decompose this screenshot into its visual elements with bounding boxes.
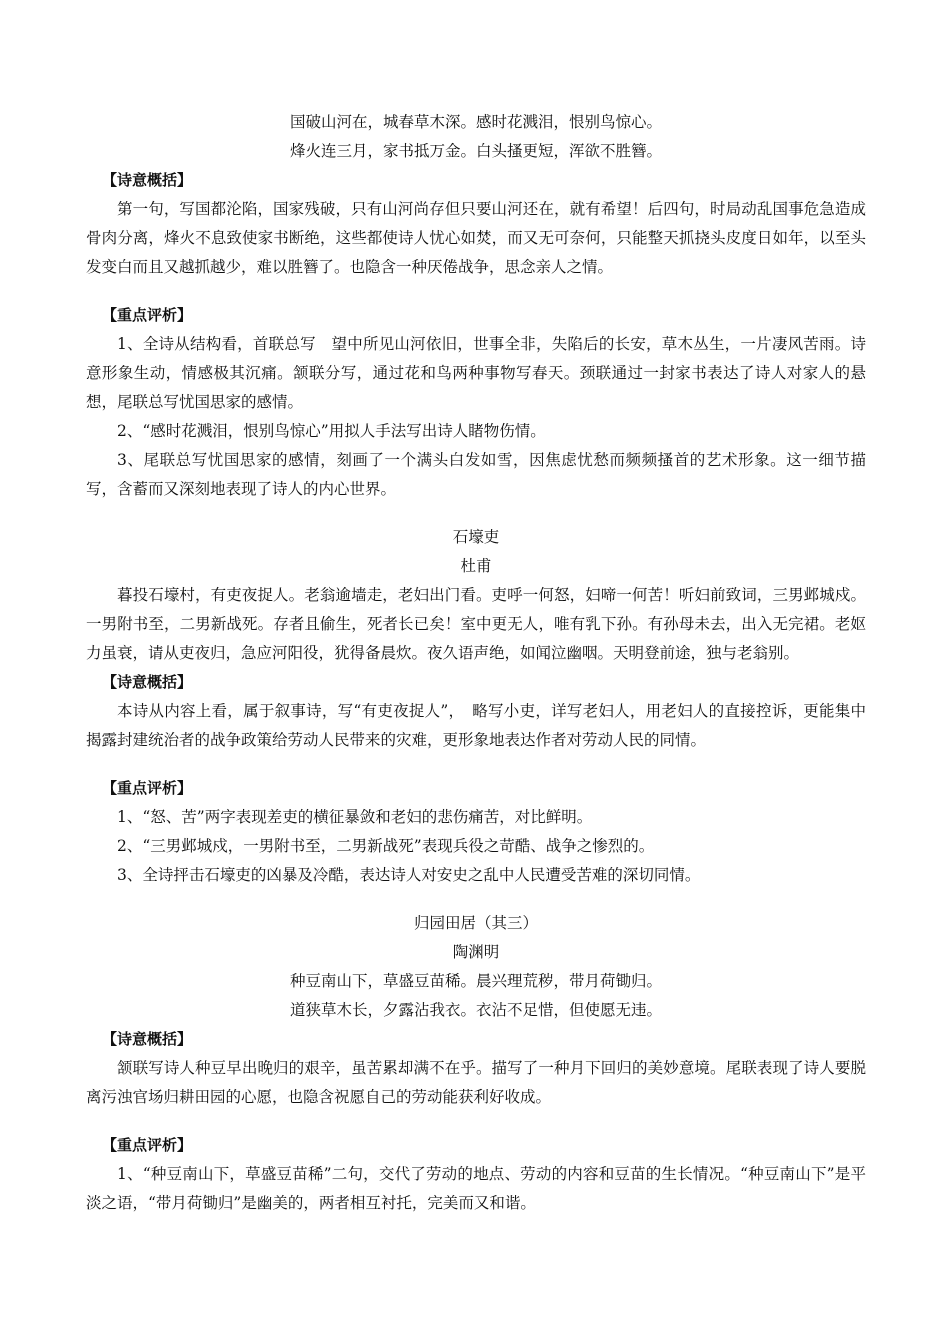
poem3-summary: 颔联写诗人种豆早出晚归的艰辛，虽苦累却满不在乎。描写了一种月下回归的美妙意境。尾联表现了诗人要脱离污浊官场归耕田园的心愿，也隐含祝愿自己的劳动能获利好收成。 — [86, 1059, 866, 1106]
spacer — [86, 282, 866, 301]
poem1-analysis-3: 3、尾联总写忧国思家的感情，刻画了一个满头白发如雪，因焦虑忧愁而频频搔首的艺术形象。这一细节描写，含蓄而又深刻地表现了诗人的内心世界。 — [86, 451, 866, 498]
spacer — [86, 504, 866, 523]
poem3-analysis-heading: 【重点评析】 — [102, 1136, 193, 1154]
poem2-author: 杜甫 — [460, 557, 492, 575]
poem3-line-2: 道狭草木长，夕露沾我衣。衣沾不足惜，但使愿无违。 — [289, 1001, 662, 1019]
poem2-title: 石壕吏 — [452, 528, 500, 546]
poem1-line-1: 国破山河在，城春草木深。感时花溅泪，恨别鸟惊心。 — [289, 113, 662, 131]
poem1-analysis-2: 2、“感时花溅泪，恨别鸟惊心”用拟人手法写出诗人睹物伤情。 — [117, 422, 546, 440]
poem3-summary-heading: 【诗意概括】 — [102, 1030, 193, 1048]
poem2-analysis-3: 3、全诗抨击石壕吏的凶暴及冷酷，表达诗人对安史之乱中人民遭受苦难的深切同情。 — [117, 866, 701, 884]
poem3-analysis-1: 1、“种豆南山下，草盛豆苗稀”二句，交代了劳动的地点、劳动的内容和豆苗的生长情况。“种豆南山下”是平淡之语，“带月荷锄归”是幽美的，两者相互衬托，完美而又和谐。 — [86, 1165, 866, 1212]
document-content — [86, 108, 866, 1218]
poem2-analysis-1: 1、“怒、苦”两字表现差吏的横征暴敛和老妇的悲伤痛苦，对比鲜明。 — [117, 808, 593, 826]
poem2-summary: 本诗从内容上看，属于叙事诗，写“有吏夜捉人”， 略写小吏，详写老妇人，用老妇人的直接控诉，更能集中揭露封建统治者的战争政策给劳动人民带来的灾难，更形象地表达作者对劳动人民的同情。 — [86, 702, 866, 749]
poem2-text: 暮投石壕村，有吏夜捉人。老翁逾墙走，老妇出门看。吏呼一何怒，妇啼一何苦！听妇前致词，三男邺城戍。一男附书至，二男新战死。存者且偷生，死者长已矣！室中更无人，唯有乳下孙。有孙母未去，出入无完裙。老妪力虽衰，请从吏夜归，急应河阳役，犹得备晨炊。夜久语声绝，如闻泣幽咽。天明登前途，独与老翁别。 — [86, 586, 866, 662]
poem1-summary-heading: 【诗意概括】 — [102, 171, 193, 189]
spacer — [86, 1112, 866, 1131]
poem1-summary: 第一句，写国都沦陷，国家残破，只有山河尚存但只要山河还在，就有希望！后四句，时局动乱国事危急造成骨肉分离，烽火不息致使家书断绝，这些都使诗人忧心如焚，而又无可奈何，只能整天抓挠头皮度日如年，以至头发变白而且又越抓越少，难以胜簪了。也隐含一种厌倦战争，思念亲人之情。 — [86, 200, 866, 276]
spacer — [86, 755, 866, 774]
spacer — [86, 890, 866, 909]
poem2-analysis-heading: 【重点评析】 — [102, 779, 193, 797]
poem1-analysis-1: 1、全诗从结构看，首联总写 望中所见山河依旧，世事全非，失陷后的长安，草木丛生，一片凄风苦雨。诗意形象生动，情感极其沉痛。颔联分写，通过花和鸟两种事物写春天。颈联通过一封家书表达了诗人对家人的悬想，尾联总写忧国思家的感情。 — [86, 335, 866, 411]
poem1-analysis-heading: 【重点评析】 — [102, 306, 193, 324]
poem3-title: 归园田居（其三） — [413, 914, 538, 932]
poem2-analysis-2: 2、“三男邺城戍，一男附书至，二男新战死”表现兵役之苛酷、战争之惨烈的。 — [117, 837, 655, 855]
poem1-line-2: 烽火连三月，家书抵万金。白头搔更短，浑欲不胜簪。 — [289, 142, 662, 160]
poem3-line-1: 种豆南山下，草盛豆苗稀。晨兴理荒秽，带月荷锄归。 — [289, 972, 662, 990]
poem2-summary-heading: 【诗意概括】 — [102, 673, 193, 691]
poem3-author: 陶渊明 — [452, 943, 500, 961]
